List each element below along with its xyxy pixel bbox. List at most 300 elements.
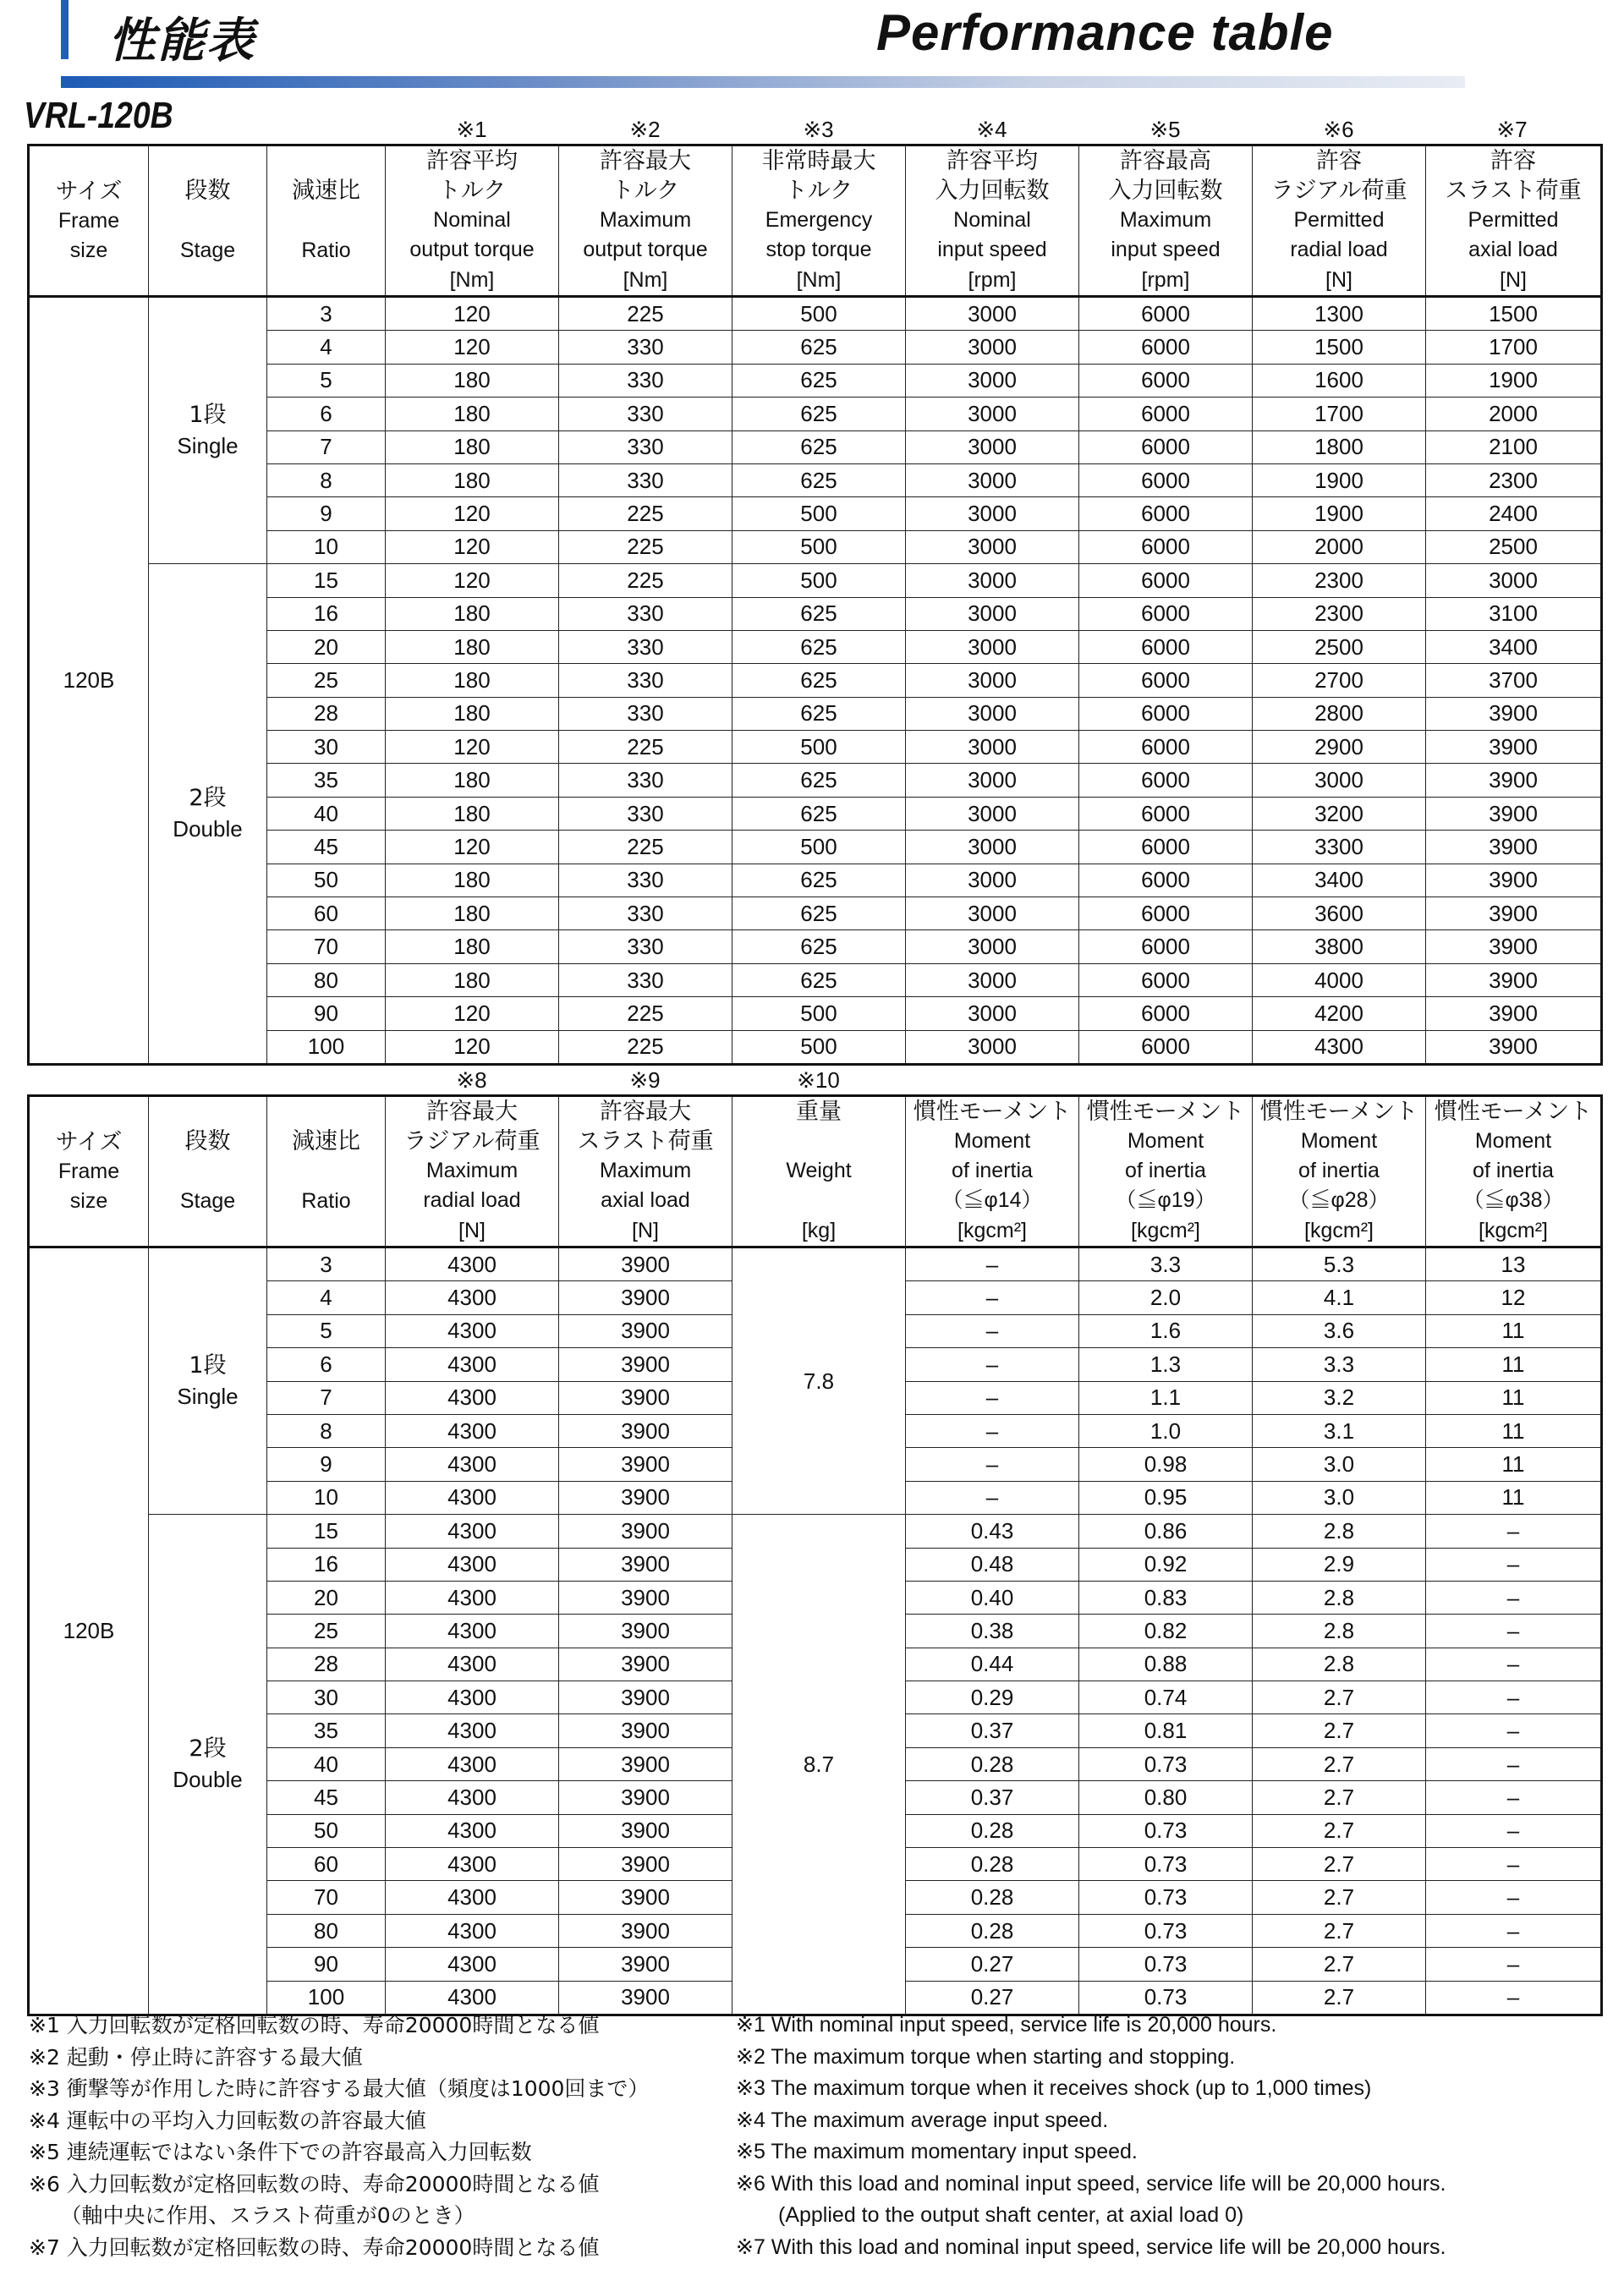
value-cell: 2.8 xyxy=(1253,1515,1426,1548)
value-cell: 0.95 xyxy=(1079,1481,1253,1514)
value-cell: 3900 xyxy=(559,1414,732,1447)
value-cell: 330 xyxy=(559,930,732,963)
value-cell: – xyxy=(1426,1681,1602,1714)
header-gradient-rule xyxy=(61,76,1465,88)
ratio-cell: 8 xyxy=(267,1414,386,1447)
page-title-jp: 性能表 xyxy=(108,14,255,69)
ratio-cell: 80 xyxy=(267,963,386,996)
value-cell: 3000 xyxy=(906,997,1079,1030)
value-cell: 11 xyxy=(1426,1348,1602,1381)
value-cell: 0.44 xyxy=(906,1648,1079,1681)
value-cell: 120 xyxy=(386,1030,559,1064)
column-unit: [N] xyxy=(559,1215,732,1247)
value-cell: 6000 xyxy=(1079,963,1253,996)
value-cell: 3900 xyxy=(559,1781,732,1814)
ratio-cell: 7 xyxy=(267,1381,386,1414)
value-cell: 6000 xyxy=(1079,831,1253,864)
value-cell: 2.7 xyxy=(1253,1881,1426,1914)
value-cell: 1500 xyxy=(1253,331,1426,364)
value-cell: 3000 xyxy=(906,463,1079,496)
ratio-cell: 5 xyxy=(267,364,386,397)
value-cell: 1500 xyxy=(1426,297,1602,331)
value-cell: 0.28 xyxy=(906,1848,1079,1881)
value-cell: 6000 xyxy=(1079,731,1253,764)
value-cell: 1.3 xyxy=(1079,1348,1253,1381)
value-cell: 0.73 xyxy=(1079,1848,1253,1881)
value-cell: 120 xyxy=(386,497,559,530)
value-cell: 625 xyxy=(732,463,906,496)
value-cell: 3000 xyxy=(906,797,1079,830)
ratio-cell: 15 xyxy=(267,564,386,597)
ratio-cell: 35 xyxy=(267,1714,386,1747)
value-cell: 0.74 xyxy=(1079,1681,1253,1714)
value-cell: 3000 xyxy=(906,364,1079,397)
value-cell: 330 xyxy=(559,398,732,430)
value-cell: 3100 xyxy=(1426,597,1602,630)
value-cell: 0.83 xyxy=(1079,1581,1253,1614)
value-cell: 3900 xyxy=(559,1247,732,1281)
value-cell: 120 xyxy=(386,331,559,364)
column-header: 慣性モーメント Moment of inertia （≦φ28） xyxy=(1253,1096,1426,1216)
value-cell: 3900 xyxy=(1426,731,1602,764)
value-cell: 3600 xyxy=(1253,897,1426,930)
value-cell: – xyxy=(1426,1747,1602,1780)
footnote-line: （軸中央に作用、スラスト荷重が0のとき） xyxy=(29,2203,475,2228)
value-cell: 0.28 xyxy=(906,1814,1079,1847)
value-cell: 225 xyxy=(559,497,732,530)
value-cell: 3000 xyxy=(1426,564,1602,597)
value-cell: 3300 xyxy=(1253,831,1426,864)
column-header: 許容 スラスト荷重 Permitted axial load xyxy=(1426,145,1602,266)
value-cell: 625 xyxy=(732,331,906,364)
value-cell: 6000 xyxy=(1079,597,1253,630)
value-cell: – xyxy=(1426,1615,1602,1648)
value-cell: 3.3 xyxy=(1079,1247,1253,1281)
table-row xyxy=(29,564,1602,597)
value-cell: 225 xyxy=(559,997,732,1030)
ratio-cell: 80 xyxy=(267,1914,386,1947)
value-cell: 2.0 xyxy=(1079,1281,1253,1314)
value-cell: 6000 xyxy=(1079,430,1253,463)
value-cell: 1800 xyxy=(1253,430,1426,463)
value-cell: 3900 xyxy=(1426,930,1602,963)
value-cell: 120 xyxy=(386,831,559,864)
value-cell: 1700 xyxy=(1253,398,1426,430)
value-cell: 3900 xyxy=(559,1747,732,1780)
value-cell: 225 xyxy=(559,297,732,331)
value-cell: 0.73 xyxy=(1079,1747,1253,1780)
value-cell: 120 xyxy=(386,997,559,1030)
value-cell: 500 xyxy=(732,564,906,597)
ratio-cell: 16 xyxy=(267,1548,386,1581)
value-cell: 6000 xyxy=(1079,864,1253,896)
ratio-cell: 20 xyxy=(267,1581,386,1614)
value-cell: 2100 xyxy=(1426,430,1602,463)
value-cell: 4300 xyxy=(386,1414,559,1447)
value-cell: 180 xyxy=(386,864,559,896)
value-cell: 625 xyxy=(732,398,906,430)
value-cell: 3000 xyxy=(906,597,1079,630)
value-cell: 1.6 xyxy=(1079,1314,1253,1347)
value-cell: 0.92 xyxy=(1079,1548,1253,1581)
note-mark: ※10 xyxy=(797,1067,840,1093)
footnote-line: ※3 衝撃等が作用した時に許容する最大値（頻度は1000回まで） xyxy=(29,2076,650,2101)
value-cell: – xyxy=(1426,1648,1602,1681)
value-cell: 4200 xyxy=(1253,997,1426,1030)
value-cell: 0.73 xyxy=(1079,1914,1253,1947)
note-mark: ※7 xyxy=(1496,117,1528,142)
value-cell: 4300 xyxy=(386,1448,559,1481)
value-cell: 4300 xyxy=(386,1747,559,1780)
footnote-line: ※4 The maximum average input speed. xyxy=(736,2108,1109,2132)
value-cell: 500 xyxy=(732,831,906,864)
value-cell: 225 xyxy=(559,530,732,563)
column-header: 許容最大 ラジアル荷重 Maximum radial load xyxy=(386,1096,559,1216)
ratio-cell: 35 xyxy=(267,764,386,797)
value-cell: 12 xyxy=(1426,1281,1602,1314)
value-cell: 0.88 xyxy=(1079,1648,1253,1681)
value-cell: – xyxy=(906,1314,1079,1347)
value-cell: 625 xyxy=(732,764,906,797)
column-header: 非常時最大 トルク Emergency stop torque xyxy=(732,145,906,266)
ratio-cell: 4 xyxy=(267,1281,386,1314)
value-cell: 120 xyxy=(386,530,559,563)
value-cell: 0.28 xyxy=(906,1914,1079,1947)
column-header: 許容平均 トルク Nominal output torque xyxy=(386,145,559,266)
column-header: 許容最大 トルク Maximum output torque xyxy=(559,145,732,266)
value-cell: – xyxy=(1426,1881,1602,1914)
frame-size-cell: 120B xyxy=(29,297,149,1065)
value-cell: 330 xyxy=(559,463,732,496)
value-cell: 3800 xyxy=(1253,930,1426,963)
footnotes-en xyxy=(736,2010,1616,2263)
value-cell: 2.7 xyxy=(1253,1747,1426,1780)
value-cell: – xyxy=(906,1281,1079,1314)
ratio-cell: 45 xyxy=(267,1781,386,1814)
value-cell: 0.81 xyxy=(1079,1714,1253,1747)
ratio-cell: 40 xyxy=(267,797,386,830)
value-cell: 625 xyxy=(732,797,906,830)
ratio-cell: 4 xyxy=(267,331,386,364)
value-cell: 5.3 xyxy=(1253,1247,1426,1281)
column-unit: [Nm] xyxy=(386,265,559,297)
value-cell: 4300 xyxy=(386,1348,559,1381)
ratio-cell: 5 xyxy=(267,1314,386,1347)
value-cell: 1900 xyxy=(1253,463,1426,496)
value-cell: 6000 xyxy=(1079,530,1253,563)
value-cell: 4300 xyxy=(386,1848,559,1881)
value-cell: 13 xyxy=(1426,1247,1602,1281)
value-cell: 330 xyxy=(559,664,732,697)
ratio-cell: 100 xyxy=(267,1030,386,1064)
ratio-cell: 6 xyxy=(267,398,386,430)
value-cell: 2700 xyxy=(1253,664,1426,697)
value-cell: – xyxy=(906,1381,1079,1414)
footnote-line: ※1 入力回転数が定格回転数の時、寿命20000時間となる値 xyxy=(29,2013,600,2037)
value-cell: 0.73 xyxy=(1079,1981,1253,2015)
value-cell: 1.0 xyxy=(1079,1414,1253,1447)
value-cell: 2.7 xyxy=(1253,1781,1426,1814)
value-cell: 4300 xyxy=(386,1581,559,1614)
value-cell: 3900 xyxy=(1426,897,1602,930)
value-cell: 2.7 xyxy=(1253,1814,1426,1847)
value-cell: 0.28 xyxy=(906,1747,1079,1780)
footnote-line: ※2 The maximum torque when starting and stopping. xyxy=(736,2044,1236,2069)
value-cell: 11 xyxy=(1426,1414,1602,1447)
ratio-cell: 28 xyxy=(267,697,386,730)
value-cell: 2300 xyxy=(1253,597,1426,630)
column-unit: [kgcm²] xyxy=(906,1215,1079,1247)
value-cell: 6000 xyxy=(1079,697,1253,730)
value-cell: 3900 xyxy=(1426,1030,1602,1064)
value-cell: 2500 xyxy=(1426,530,1602,563)
value-cell: 625 xyxy=(732,630,906,663)
ratio-cell: 45 xyxy=(267,831,386,864)
value-cell: 500 xyxy=(732,731,906,764)
ratio-cell: 10 xyxy=(267,530,386,563)
column-header: 慣性モーメント Moment of inertia （≦φ19） xyxy=(1079,1096,1253,1216)
value-cell: 0.80 xyxy=(1079,1781,1253,1814)
value-cell: 2000 xyxy=(1253,530,1426,563)
value-cell: 0.40 xyxy=(906,1581,1079,1614)
value-cell: 4300 xyxy=(386,1914,559,1947)
value-cell: 0.86 xyxy=(1079,1515,1253,1548)
value-cell: 3900 xyxy=(559,1881,732,1914)
value-cell: – xyxy=(1426,1814,1602,1847)
value-cell: 0.82 xyxy=(1079,1615,1253,1648)
value-cell: 3200 xyxy=(1253,797,1426,830)
value-cell: 3900 xyxy=(1426,997,1602,1030)
model-name: VRL-120B xyxy=(24,95,173,136)
value-cell: 180 xyxy=(386,930,559,963)
value-cell: 6000 xyxy=(1079,497,1253,530)
value-cell: 3900 xyxy=(1426,797,1602,830)
value-cell: 180 xyxy=(386,764,559,797)
column-header: 重量 Weight xyxy=(732,1096,906,1216)
value-cell: 330 xyxy=(559,597,732,630)
value-cell: 4300 xyxy=(386,1681,559,1714)
value-cell: 3900 xyxy=(559,1515,732,1548)
value-cell: 3900 xyxy=(559,1648,732,1681)
value-cell: 3000 xyxy=(906,697,1079,730)
ratio-cell: 16 xyxy=(267,597,386,630)
value-cell: 4300 xyxy=(386,1814,559,1847)
value-cell: 3000 xyxy=(906,398,1079,430)
footnote-line: ※1 With nominal input speed, service life is 20,000 hours. xyxy=(736,2013,1277,2037)
value-cell: 4.1 xyxy=(1253,1281,1426,1314)
footnote-line: ※5 The maximum momentary input speed. xyxy=(736,2140,1138,2163)
value-cell: 3000 xyxy=(906,930,1079,963)
value-cell: – xyxy=(1426,1848,1602,1881)
value-cell: 11 xyxy=(1426,1314,1602,1347)
ratio-cell: 90 xyxy=(267,997,386,1030)
note-mark: ※9 xyxy=(629,1067,661,1093)
ratio-cell: 60 xyxy=(267,1848,386,1881)
value-cell: 2.8 xyxy=(1253,1581,1426,1614)
value-cell: 6000 xyxy=(1079,897,1253,930)
value-cell: 3900 xyxy=(559,1314,732,1347)
value-cell: 6000 xyxy=(1079,463,1253,496)
value-cell: 4300 xyxy=(386,1515,559,1548)
value-cell: 3900 xyxy=(559,1448,732,1481)
performance-table-2 xyxy=(27,1094,1603,2016)
value-cell: 180 xyxy=(386,897,559,930)
value-cell: 6000 xyxy=(1079,398,1253,430)
value-cell: 3400 xyxy=(1426,630,1602,663)
value-cell: 0.73 xyxy=(1079,1814,1253,1847)
value-cell: 2.8 xyxy=(1253,1615,1426,1648)
ratio-cell: 20 xyxy=(267,630,386,663)
stage-cell: 2段 Double xyxy=(149,1515,267,2015)
header-stage: 段数 Stage xyxy=(149,145,267,297)
footnote-line: ※2 起動・停止時に許容する最大値 xyxy=(29,2044,363,2070)
ratio-cell: 40 xyxy=(267,1747,386,1780)
value-cell: 330 xyxy=(559,430,732,463)
value-cell: 120 xyxy=(386,297,559,331)
value-cell: 4300 xyxy=(1253,1030,1426,1064)
value-cell: 180 xyxy=(386,364,559,397)
value-cell: 625 xyxy=(732,697,906,730)
header-accent-bar xyxy=(61,0,69,59)
value-cell: 3000 xyxy=(906,764,1079,797)
value-cell: 500 xyxy=(732,530,906,563)
note-mark: ※8 xyxy=(456,1067,487,1093)
ratio-cell: 70 xyxy=(267,930,386,963)
value-cell: 3000 xyxy=(906,564,1079,597)
column-header: 許容最大 スラスト荷重 Maximum axial load xyxy=(559,1096,732,1216)
column-header: 許容最高 入力回転数 Maximum input speed xyxy=(1079,145,1253,266)
footnote-line: ※6 With this load and nominal input speed, service life will be 20,000 hours. xyxy=(736,2171,1446,2196)
value-cell: 3000 xyxy=(906,497,1079,530)
value-cell: 4300 xyxy=(386,1714,559,1747)
value-cell: 3900 xyxy=(1426,764,1602,797)
value-cell: 3900 xyxy=(559,1481,732,1514)
value-cell: 0.73 xyxy=(1079,1948,1253,1981)
column-unit: [kgcm²] xyxy=(1253,1215,1426,1247)
value-cell: – xyxy=(1426,1914,1602,1947)
value-cell: 120 xyxy=(386,731,559,764)
column-unit: [Nm] xyxy=(559,265,732,297)
value-cell: 0.27 xyxy=(906,1981,1079,2015)
value-cell: 3.6 xyxy=(1253,1314,1426,1347)
value-cell: 2.8 xyxy=(1253,1648,1426,1681)
column-header: 慣性モーメント Moment of inertia （≦φ38） xyxy=(1426,1096,1602,1216)
value-cell: 120 xyxy=(386,564,559,597)
value-cell: 4300 xyxy=(386,1481,559,1514)
value-cell: 4000 xyxy=(1253,963,1426,996)
value-cell: 2500 xyxy=(1253,630,1426,663)
column-header: 許容 ラジアル荷重 Permitted radial load xyxy=(1253,145,1426,266)
value-cell: 0.29 xyxy=(906,1681,1079,1714)
value-cell: 6000 xyxy=(1079,1030,1253,1064)
note-mark: ※4 xyxy=(976,117,1007,142)
value-cell: – xyxy=(1426,1781,1602,1814)
value-cell: 500 xyxy=(732,297,906,331)
value-cell: 4300 xyxy=(386,1781,559,1814)
value-cell: 11 xyxy=(1426,1481,1602,1514)
value-cell: 3900 xyxy=(559,1581,732,1614)
value-cell: 330 xyxy=(559,331,732,364)
value-cell: 225 xyxy=(559,564,732,597)
value-cell: 2.7 xyxy=(1253,1848,1426,1881)
value-cell: 3000 xyxy=(906,864,1079,896)
header-frame-size: サイズ Frame size xyxy=(29,145,149,297)
value-cell: 180 xyxy=(386,963,559,996)
ratio-cell: 9 xyxy=(267,1448,386,1481)
footnote-line: ※3 The maximum torque when it receives shock (up to 1,000 times) xyxy=(736,2076,1372,2100)
footnote-line: (Applied to the output shaft center, at axial load 0) xyxy=(736,2203,1244,2227)
footnote-line: ※4 運転中の平均入力回転数の許容最大値 xyxy=(29,2108,426,2133)
value-cell: 6000 xyxy=(1079,297,1253,331)
value-cell: 11 xyxy=(1426,1448,1602,1481)
column-unit: [kgcm²] xyxy=(1079,1215,1253,1247)
value-cell: 3900 xyxy=(559,1381,732,1414)
value-cell: 3000 xyxy=(906,297,1079,331)
value-cell: 0.37 xyxy=(906,1714,1079,1747)
value-cell: 2.9 xyxy=(1253,1548,1426,1581)
value-cell: 3900 xyxy=(559,1548,732,1581)
frame-size-cell: 120B xyxy=(29,1247,149,2015)
table1-note-marks xyxy=(0,117,1624,142)
column-unit: [Nm] xyxy=(732,265,906,297)
page-title-en: Performance table xyxy=(876,4,1334,61)
value-cell: – xyxy=(1426,1981,1602,2015)
value-cell: 4300 xyxy=(386,1948,559,1981)
value-cell: 6000 xyxy=(1079,630,1253,663)
footnote-line: ※5 連続運転ではない条件下での許容最高入力回転数 xyxy=(29,2140,532,2164)
value-cell: – xyxy=(1426,1515,1602,1548)
column-header: 慣性モーメント Moment of inertia （≦φ14） xyxy=(906,1096,1079,1216)
value-cell: 1900 xyxy=(1426,364,1602,397)
value-cell: 6000 xyxy=(1079,331,1253,364)
value-cell: 0.37 xyxy=(906,1781,1079,1814)
value-cell: 6000 xyxy=(1079,664,1253,697)
value-cell: 3900 xyxy=(1426,963,1602,996)
ratio-cell: 30 xyxy=(267,731,386,764)
ratio-cell: 3 xyxy=(267,297,386,331)
column-unit: [N] xyxy=(1426,265,1602,297)
value-cell: 0.98 xyxy=(1079,1448,1253,1481)
value-cell: 3900 xyxy=(1426,697,1602,730)
column-unit: [rpm] xyxy=(1079,265,1253,297)
value-cell: 180 xyxy=(386,430,559,463)
value-cell: 330 xyxy=(559,364,732,397)
value-cell: 330 xyxy=(559,864,732,896)
ratio-cell: 30 xyxy=(267,1681,386,1714)
value-cell: 180 xyxy=(386,398,559,430)
column-unit: [N] xyxy=(1253,265,1426,297)
value-cell: – xyxy=(1426,1948,1602,1981)
ratio-cell: 8 xyxy=(267,463,386,496)
value-cell: 11 xyxy=(1426,1381,1602,1414)
ratio-cell: 28 xyxy=(267,1648,386,1681)
value-cell: 6000 xyxy=(1079,764,1253,797)
value-cell: 1600 xyxy=(1253,364,1426,397)
value-cell: – xyxy=(906,1481,1079,1514)
value-cell: 0.43 xyxy=(906,1515,1079,1548)
value-cell: 2.7 xyxy=(1253,1948,1426,1981)
value-cell: 4300 xyxy=(386,1314,559,1347)
value-cell: 6000 xyxy=(1079,930,1253,963)
stage-cell: 1段 Single xyxy=(149,297,267,564)
value-cell: 4300 xyxy=(386,1247,559,1281)
value-cell: – xyxy=(906,1414,1079,1447)
value-cell: 625 xyxy=(732,597,906,630)
value-cell: 3900 xyxy=(559,1848,732,1881)
value-cell: 500 xyxy=(732,997,906,1030)
value-cell: 3.1 xyxy=(1253,1414,1426,1447)
value-cell: 180 xyxy=(386,597,559,630)
